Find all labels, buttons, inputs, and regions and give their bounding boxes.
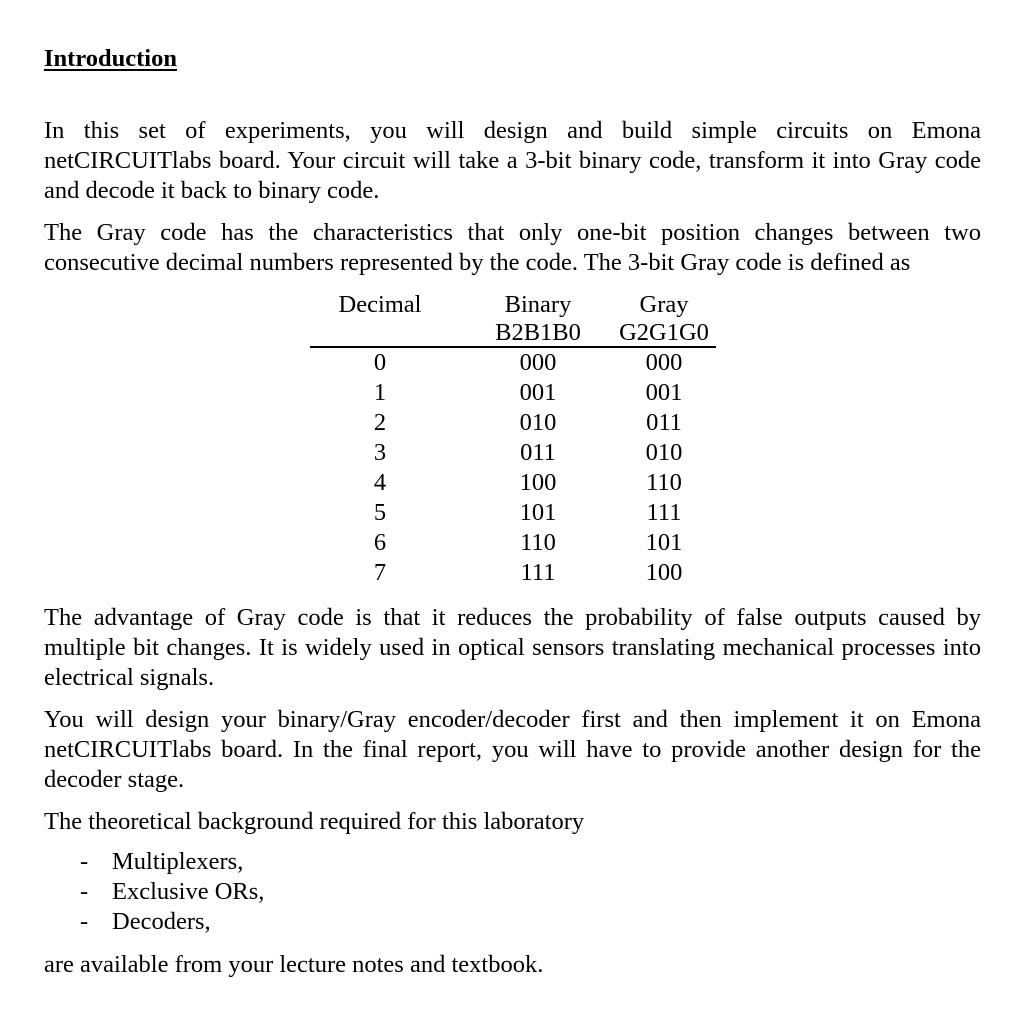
- cell-gray: 101: [645, 529, 683, 556]
- cell-binary: 110: [520, 529, 556, 556]
- cell-decimal: 3: [373, 439, 387, 466]
- cell-decimal: 6: [373, 529, 387, 556]
- cell-binary: 000: [519, 349, 557, 376]
- header-gray-bits: G2G1G0: [619, 319, 709, 346]
- table-row: [310, 558, 716, 588]
- table-row: [310, 378, 716, 408]
- cell-gray: 110: [646, 469, 682, 496]
- list-item-text: Decoders,: [112, 908, 211, 935]
- cell-decimal: 7: [373, 559, 387, 586]
- header-binary-bits: B2B1B0: [495, 319, 581, 346]
- header-decimal: Decimal: [338, 291, 422, 318]
- cell-decimal: 5: [373, 499, 387, 526]
- cell-decimal: 0: [373, 349, 387, 376]
- header-gray: Gray: [639, 291, 689, 318]
- closing-paragraph: are available from your lecture notes and textbook.: [44, 951, 544, 978]
- cell-gray: 001: [645, 379, 683, 406]
- cell-gray: 100: [645, 559, 683, 586]
- list-item-text: Multiplexers,: [112, 848, 244, 875]
- cell-decimal: 2: [373, 409, 387, 436]
- gray-definition-paragraph: The Gray code has the characteristics that only one-bit position changes between two consecutive decimal numbers represented by the code. The 3-bit Gray code is defined as: [44, 219, 981, 276]
- design-paragraph: You will design your binary/Gray encoder/decoder first and then implement it on Emona netCIRCUITlabs board. In the final report, you will have to provide another design for the decoder stage.: [44, 706, 981, 793]
- cell-binary: 011: [520, 439, 556, 466]
- dash-marker: -: [80, 848, 89, 875]
- gray-code-table: [310, 290, 716, 588]
- dash-marker: -: [80, 908, 89, 935]
- section-heading: Introduction: [44, 45, 177, 72]
- cell-binary: 101: [519, 499, 557, 526]
- cell-binary: 001: [519, 379, 557, 406]
- cell-decimal: 4: [373, 469, 387, 496]
- cell-gray: 000: [645, 349, 683, 376]
- background-paragraph: The theoretical background required for this laboratory: [44, 808, 585, 835]
- table-row: [310, 348, 716, 378]
- cell-gray: 010: [645, 439, 683, 466]
- advantage-paragraph: The advantage of Gray code is that it reduces the probability of false outputs caused by multiple bit changes. It is widely used in optical sensors translating mechanical processes into electrical signals.: [44, 604, 981, 691]
- cell-gray: 111: [646, 499, 682, 526]
- table-row: [310, 408, 716, 438]
- header-binary: Binary: [504, 291, 572, 318]
- table-row: [310, 498, 716, 528]
- intro-paragraph: In this set of experiments, you will design and build simple circuits on Emona netCIRCUITlabs board. Your circuit will take a 3-bit binary code, transform it into Gray code and decode it back to binary code.: [44, 117, 981, 204]
- table-row: [310, 438, 716, 468]
- cell-binary: 010: [519, 409, 557, 436]
- table-row: [310, 468, 716, 498]
- dash-marker: -: [80, 878, 89, 905]
- cell-binary: 100: [519, 469, 557, 496]
- cell-gray: 011: [646, 409, 682, 436]
- table-body: [310, 348, 716, 588]
- cell-decimal: 1: [373, 379, 387, 406]
- cell-binary: 111: [520, 559, 556, 586]
- table-row: [310, 528, 716, 558]
- table-header: [310, 290, 716, 348]
- list-item-text: Exclusive ORs,: [112, 878, 265, 905]
